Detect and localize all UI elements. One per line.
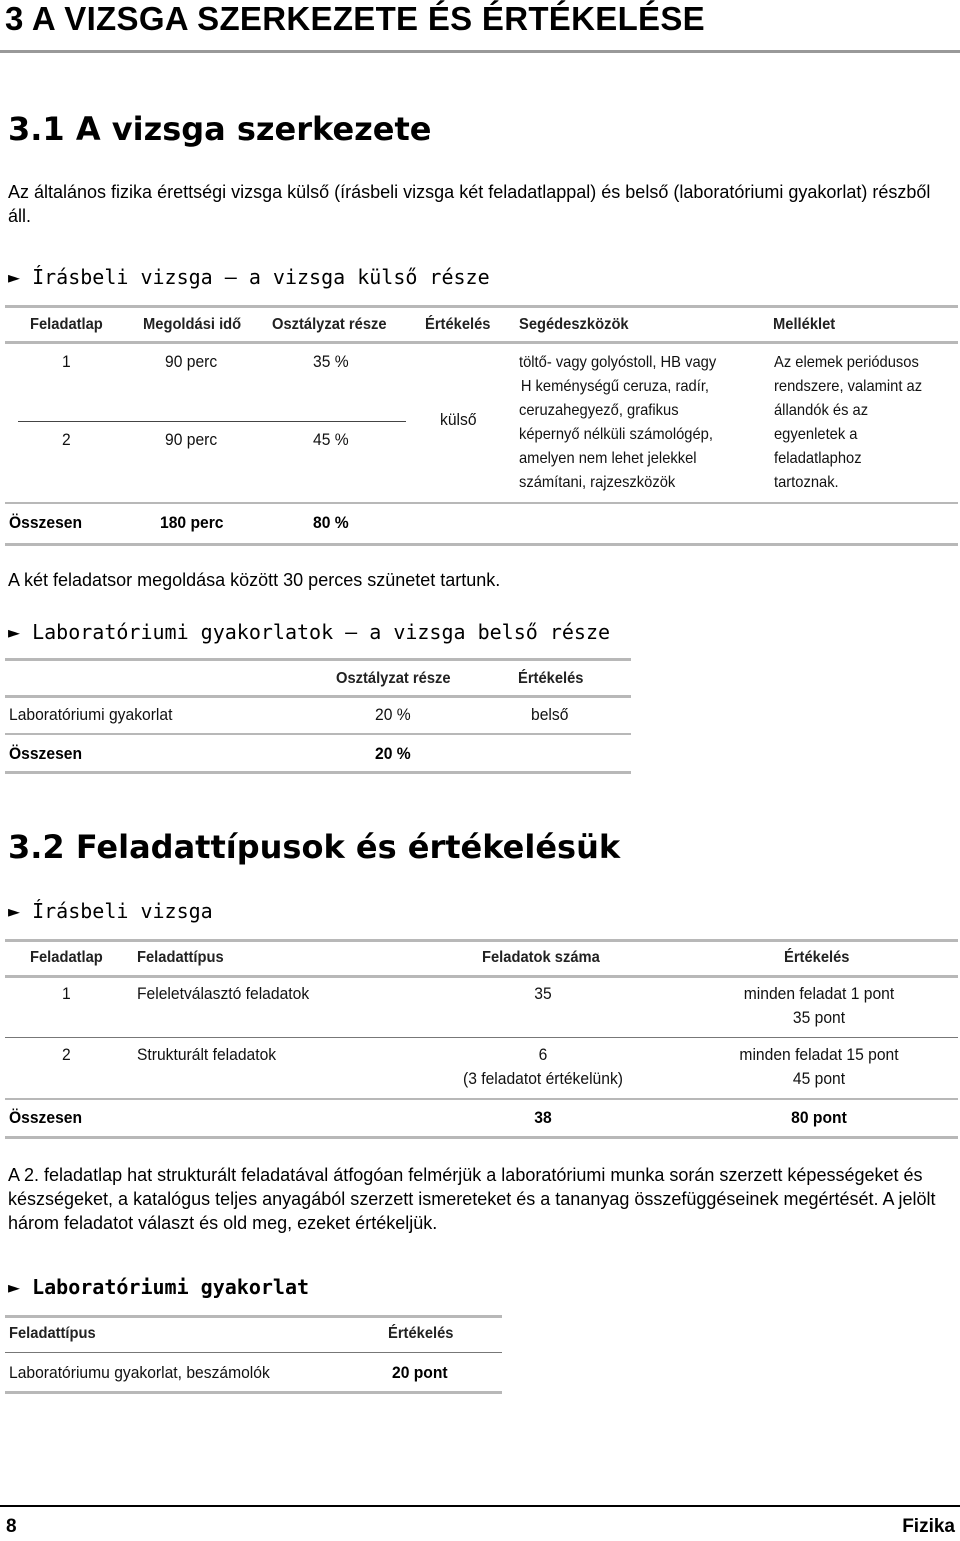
t3-row1-eval1: minden feladat 1 pont [743,984,895,1003]
section-3-1-heading: 3.1 A vizsga szerkezete [8,110,432,148]
t3-row1-eval2: 35 pont [792,1008,846,1027]
t4-row-type: Laboratóriumu gyakorlat, beszámolók [9,1363,270,1382]
structured-tasks-paragraph: A 2. feladatlap hat strukturált feladatával átfogóan felmérjük a laboratóriumi munka során szerzett képességeket és készségeket, a katalógus teljes anyagából szerzett ismereteket és a tananyag összefüggéseinek megértését. A jelölt három feladatot választ és old meg, ezeket értékeljük. [8,1165,936,1233]
t1-header-eval: Értékelés [425,316,491,333]
t3-total-label: Összesen [9,1108,83,1127]
t3-total-points: 80 pont [791,1108,847,1127]
t1-row2-time: 90 perc [165,430,218,449]
t1-row2-share: 45 % [313,430,349,449]
t3-row2-type: Strukturált feladatok [137,1045,277,1064]
t1-total-label: Összesen [9,513,83,532]
t3-header-type: Feladattípus [137,949,224,966]
t1-total-time: 180 perc [160,513,224,532]
t3-body-rule [5,1098,958,1100]
table1-bottom-rule [5,543,958,546]
t3-row2-count: 6 [538,1045,548,1064]
title-rule [0,50,960,53]
t2-header-eval: Értékelés [518,670,584,687]
t2-row-name: Laboratóriumi gyakorlat [9,705,173,724]
t1-row1-share: 35 % [313,352,349,371]
t1-row-divider [18,421,406,422]
t3-row-divider [5,1037,958,1038]
table4-header-rule [5,1352,502,1353]
t2-total-label: Összesen [9,744,83,763]
t3-row1-sheet: 1 [62,984,71,1003]
t1-tools-list: töltő- vagy golyóstoll, HB vagy H keménységű ceruza, radír, ceruzahegyező, grafikus képernyő nélküli számológép, amelyen nem lehet jelekkel számítani, rajzeszközök [519,354,717,491]
table3-bottom-rule [5,1136,958,1139]
t1-header-tools: Segédeszközök [519,316,629,333]
t4-row-points: 20 pont [392,1363,448,1382]
document-title: 3 A VIZSGA SZERKEZETE ÉS ÉRTÉKELÉSE [5,0,705,37]
t2-header-share: Osztályzat része [336,670,451,687]
t3-row1-type: Feleletválasztó feladatok [137,984,310,1003]
t2-total-share: 20 % [375,744,411,763]
t3-row2-eval2: 45 pont [792,1069,846,1088]
section-3-2-heading: 3.2 Feladattípusok és értékelésük [8,828,621,866]
table2-header-rule [5,695,631,698]
footer-subject: Fizika [902,1516,955,1537]
table2-top-rule [5,658,631,661]
written-exam-2-heading: ► Írásbeli vizsga [8,899,213,923]
t1-appendix-text: Az elemek periódusos rendszere, valamint az állandók és az egyenletek a feladatlaphoz tartoznak. [774,354,923,491]
t1-header-appendix: Melléklet [773,316,836,333]
t4-header-type: Feladattípus [9,1325,96,1342]
t3-total-count: 38 [534,1108,552,1127]
t3-header-sheet: Feladatlap [30,949,103,966]
t2-body-rule [5,733,631,735]
t2-row-share: 20 % [375,705,411,724]
t1-total-share: 80 % [313,513,349,532]
table1-top-rule [5,305,958,308]
lab-practice-2-heading: ► Laboratóriumi gyakorlat [8,1275,310,1299]
t1-row2-sheet: 2 [62,430,71,449]
t3-header-eval: Értékelés [784,949,850,966]
t1-header-sheet: Feladatlap [30,316,103,333]
table4-bottom-rule [5,1391,502,1394]
t3-row2-sheet: 2 [62,1045,71,1064]
t2-row-eval: belső [531,705,569,724]
intro-paragraph: Az általános fizika érettségi vizsga külső (írásbeli vizsga két feladatlappal) és belső (laboratóriumi gyakorlat) részből áll. [8,182,931,226]
table3-header-rule [5,975,958,978]
t1-row1-time: 90 perc [165,352,218,371]
t1-body-rule [5,502,958,504]
t3-row1-count: 35 [534,984,552,1003]
table3-top-rule [5,939,958,942]
break-note: A két feladatsor megoldása között 30 perces szünetet tartunk. [8,570,501,590]
written-exam-heading: ► Írásbeli vizsga – a vizsga külső része [8,265,490,289]
page-number: 8 [6,1516,17,1537]
t3-row2-count-note: (3 feladatot értékelünk) [463,1069,623,1088]
table4-top-rule [5,1315,502,1318]
table2-bottom-rule [5,771,631,774]
t1-header-time: Megoldási idő [143,316,242,333]
t1-eval-merged: külső [440,410,477,429]
t3-header-count: Feladatok száma [482,949,600,966]
t1-header-share: Osztályzat része [272,316,387,333]
table1-header-rule [5,341,958,344]
t4-header-eval: Értékelés [388,1325,454,1342]
t1-row1-sheet: 1 [62,352,71,371]
t3-row2-eval1: minden feladat 15 pont [739,1045,899,1064]
lab-practice-heading: ► Laboratóriumi gyakorlatok – a vizsga belső része [8,620,611,644]
footer-rule [0,1505,960,1507]
